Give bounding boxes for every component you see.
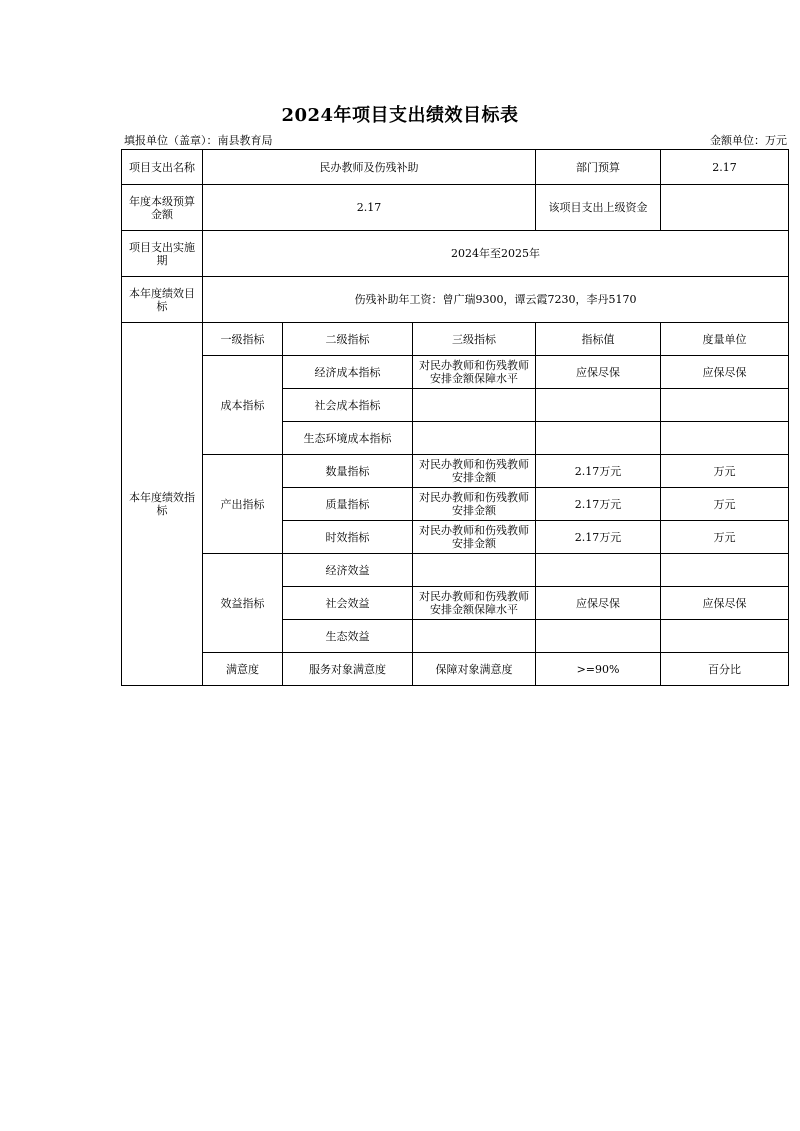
level1-output: 产出指标: [203, 455, 283, 554]
table-row: [122, 455, 789, 488]
level2-cell: 服务对象满意度: [283, 653, 413, 686]
annual-budget-value: 2.17: [203, 185, 536, 231]
level3-cell: 对民办教师和伤残教师安排金额: [413, 521, 536, 554]
indicator-header-row: [122, 323, 789, 356]
project-name-label: 项目支出名称: [122, 150, 203, 185]
unit-cell: [661, 422, 789, 455]
unit-cell: [661, 389, 789, 422]
level2-cell: 经济成本指标: [283, 356, 413, 389]
level3-cell: [413, 389, 536, 422]
upper-funds-label: 该项目支出上级资金: [536, 185, 661, 231]
level2-cell: 经济效益: [283, 554, 413, 587]
level2-cell: 生态效益: [283, 620, 413, 653]
level2-cell: 时效指标: [283, 521, 413, 554]
dept-budget-value: 2.17: [661, 150, 789, 185]
unit-cell: 万元: [661, 521, 789, 554]
unit-cell: 百分比: [661, 653, 789, 686]
indicators-section-label: 本年度绩效指标: [122, 323, 203, 686]
value-cell: 2.17万元: [536, 521, 661, 554]
level1-cost: 成本指标: [203, 356, 283, 455]
level3-cell: [413, 422, 536, 455]
level2-cell: 社会成本指标: [283, 389, 413, 422]
unit-cell: [661, 620, 789, 653]
level3-cell: [413, 620, 536, 653]
annual-budget-row: [122, 185, 789, 231]
value-cell: [536, 554, 661, 587]
unit-cell: 应保尽保: [661, 356, 789, 389]
value-cell: 应保尽保: [536, 356, 661, 389]
unit-cell: 万元: [661, 455, 789, 488]
header-level2: 二级指标: [283, 323, 413, 356]
unit-cell: [661, 554, 789, 587]
annual-goal-row: [122, 277, 789, 323]
value-cell: [536, 620, 661, 653]
level3-cell: 对民办教师和伤残教师安排金额: [413, 488, 536, 521]
annual-goal-value: 伤残补助年工资：曾广瑞9300，谭云霞7230，李丹5170: [203, 277, 789, 323]
value-cell: [536, 389, 661, 422]
table-row: [122, 554, 789, 587]
value-cell: [536, 422, 661, 455]
level3-cell: [413, 554, 536, 587]
header-level1: 一级指标: [203, 323, 283, 356]
level3-cell: 对民办教师和伤残教师安排金额: [413, 455, 536, 488]
fill-unit-label: 填报单位（盖章）：南县教育局: [124, 134, 273, 147]
period-label: 项目支出实施期: [122, 231, 203, 277]
period-row: [122, 231, 789, 277]
annual-goal-label: 本年度绩效目标: [122, 277, 203, 323]
period-value: 2024年至2025年: [203, 231, 789, 277]
annual-budget-label: 年度本级预算金额: [122, 185, 203, 231]
level1-benefit: 效益指标: [203, 554, 283, 653]
table-row: [122, 653, 789, 686]
level2-cell: 社会效益: [283, 587, 413, 620]
value-cell: 2.17万元: [536, 488, 661, 521]
header-unit: 度量单位: [661, 323, 789, 356]
unit-cell: 万元: [661, 488, 789, 521]
value-cell: 应保尽保: [536, 587, 661, 620]
table-row: [122, 356, 789, 389]
level2-cell: 数量指标: [283, 455, 413, 488]
level1-satisfaction: 满意度: [203, 653, 283, 686]
level3-cell: 保障对象满意度: [413, 653, 536, 686]
dept-budget-label: 部门预算: [536, 150, 661, 185]
level2-cell: 生态环境成本指标: [283, 422, 413, 455]
amount-unit-label: 金额单位：万元: [710, 134, 787, 147]
page-title: 2024年项目支出绩效目标表: [281, 105, 519, 126]
level3-cell: 对民办教师和伤残教师安排金额保障水平: [413, 587, 536, 620]
header-value: 指标值: [536, 323, 661, 356]
project-name-value: 民办教师及伤残补助: [203, 150, 536, 185]
upper-funds-value: [661, 185, 789, 231]
level3-cell: 对民办教师和伤残教师安排金额保障水平: [413, 356, 536, 389]
level2-cell: 质量指标: [283, 488, 413, 521]
value-cell: 2.17万元: [536, 455, 661, 488]
project-name-row: [122, 150, 789, 185]
performance-target-table: [121, 149, 789, 686]
unit-cell: 应保尽保: [661, 587, 789, 620]
header-level3: 三级指标: [413, 323, 536, 356]
value-cell: >=90%: [536, 653, 661, 686]
